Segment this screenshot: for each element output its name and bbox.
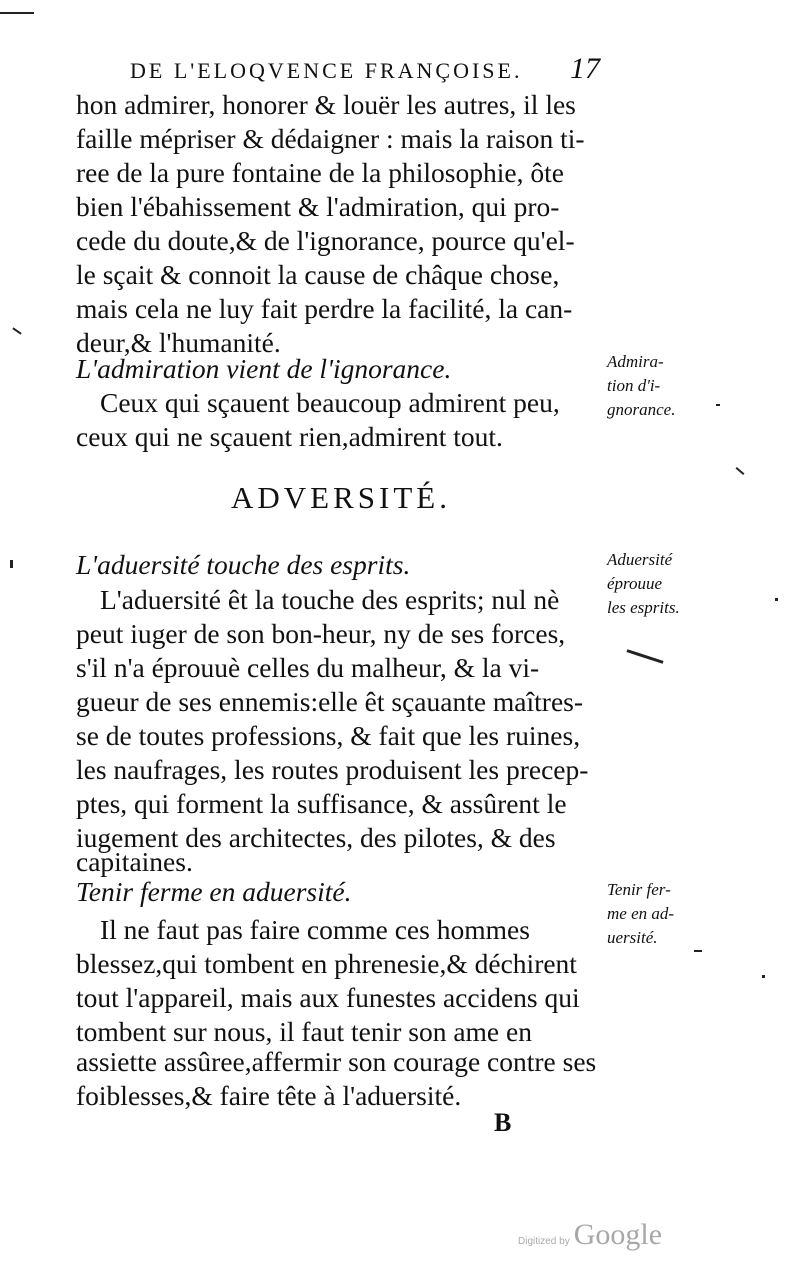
page-header <box>130 52 600 88</box>
margin-note-line: Tenir fer- <box>607 880 671 899</box>
text-line: assiette assûree,affermir son courage contre ses <box>76 1046 597 1077</box>
margin-note <box>607 548 703 620</box>
text-line: hon admirer, honorer & louër les autres, il les <box>76 89 576 120</box>
margin-note <box>607 878 703 950</box>
margin-note-line: uersité. <box>607 928 658 947</box>
scan-mark <box>10 560 13 568</box>
text-line: blessez,qui tombent en phrenesie,& déchirent <box>76 948 577 979</box>
text-line: cede du doute,& de l'ignorance, pource qu'el- <box>76 225 575 256</box>
scan-mark <box>12 327 21 334</box>
scan-mark <box>694 950 702 952</box>
digitization-watermark <box>518 1218 662 1252</box>
margin-note-line: me en ad- <box>607 904 675 923</box>
text-line: ree de la pure fontaine de la philosophie, ôte <box>76 157 564 188</box>
text-line: tombent sur nous, il faut tenir son ame en <box>76 1016 532 1047</box>
margin-note-line: gnorance. <box>607 400 676 419</box>
section-subheading: L'aduersité touche des esprits. <box>76 549 411 580</box>
text-line: les naufrages, les routes produisent les precep- <box>76 754 589 785</box>
signature-mark: B <box>494 1108 512 1137</box>
text-line: Ceux qui sçauent beaucoup admirent peu, <box>100 387 560 418</box>
text-line: mais cela ne luy fait perdre la facilité, la can- <box>76 293 573 324</box>
section-heading: ADVERSITÉ. <box>231 480 451 515</box>
running-title: DE L'ELOQVENCE FRANÇOISE. <box>130 58 523 83</box>
margin-note-line: tion d'i- <box>607 376 661 395</box>
text-line: s'il n'a éprouuè celles du malheur, & la vi- <box>76 652 540 683</box>
scan-mark <box>626 649 663 664</box>
margin-note-line: éprouue <box>607 574 663 593</box>
text-line: gueur de ses ennemis:elle êt sçauante maîtres- <box>76 686 584 717</box>
text-line: capitaines. <box>76 846 193 877</box>
text-line: se de toutes professions, & fait que les ruines, <box>76 720 581 751</box>
scan-mark <box>736 467 745 475</box>
scan-mark <box>775 598 778 601</box>
text-line: faille mépriser & dédaigner : mais la raison ti- <box>76 123 585 154</box>
margin-note-line: Aduersité <box>607 550 673 569</box>
text-line: ptes, qui forment la suffisance, & assûrent le <box>76 788 567 819</box>
watermark-brand: Google <box>573 1218 663 1251</box>
text-line: le sçait & connoit la cause de châque chose, <box>76 259 560 290</box>
margin-note-line: les esprits. <box>607 598 680 617</box>
text-line: ceux qui ne sçauent rien,admirent tout. <box>76 421 503 452</box>
section-subheading: L'admiration vient de l'ignorance. <box>76 353 452 384</box>
text-line: bien l'ébahissement & l'admiration, qui pro- <box>76 191 560 222</box>
margin-note-line: Admira- <box>607 352 664 371</box>
text-line: foiblesses,& faire tête à l'aduersité. <box>76 1080 462 1111</box>
section-subheading: Tenir ferme en aduersité. <box>76 876 352 907</box>
scan-mark <box>762 975 765 978</box>
text-line: Il ne faut pas faire comme ces hommes <box>100 914 530 945</box>
text-line: L'aduersité êt la touche des esprits; nul nè <box>100 584 560 615</box>
page-number: 17 <box>570 52 600 85</box>
watermark-prefix: Digitized by <box>518 1236 570 1247</box>
text-line: peut iuger de son bon-heur, ny de ses forces, <box>76 618 566 649</box>
scan-mark <box>716 404 720 406</box>
margin-note <box>607 350 703 422</box>
scan-mark <box>0 12 34 14</box>
text-line: deur,& l'humanité. <box>76 327 281 358</box>
text-line: iugement des architectes, des pilotes, & des <box>76 822 556 853</box>
text-line: tout l'appareil, mais aux funestes accidens qui <box>76 982 580 1013</box>
